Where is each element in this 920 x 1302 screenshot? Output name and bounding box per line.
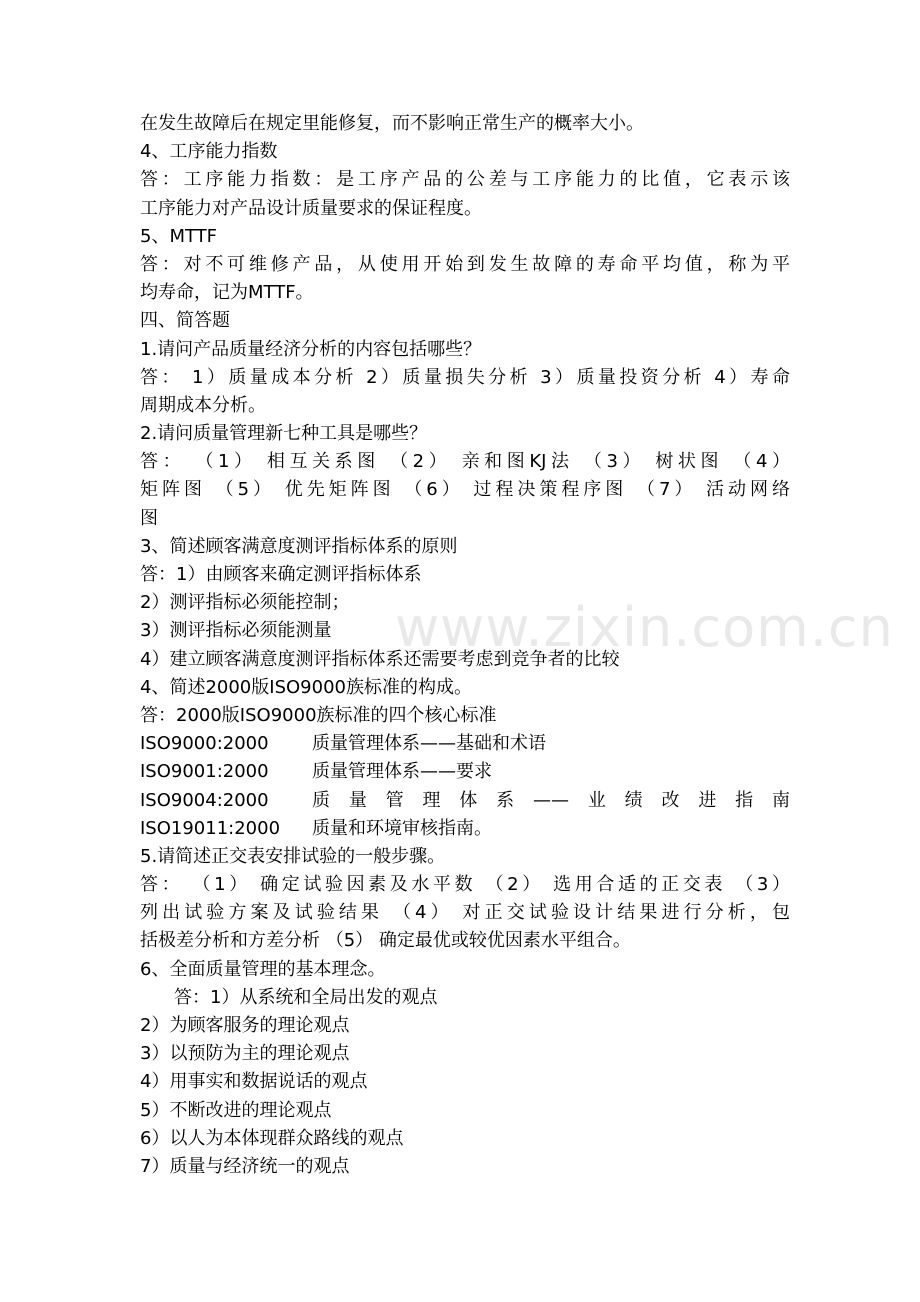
iso-row bbox=[140, 787, 790, 815]
question-heading: 1.请问产品质量经济分析的内容包括哪些？ bbox=[140, 338, 482, 360]
text-line: 答：对不可维修产品，从使用开始到发生故障的寿命平均值，称为平 bbox=[140, 253, 790, 275]
question-heading: 4、简述2000版ISO9000族标准的构成。 bbox=[140, 676, 472, 698]
question-heading: 5、MTTF bbox=[140, 225, 218, 247]
text-line: 3）测评指标必须能测量 bbox=[140, 620, 332, 642]
text-line: 7）质量与经济统一的观点 bbox=[140, 1155, 350, 1177]
text-line: 答：工序能力指数：是工序产品的公差与工序能力的比值，它表示该 bbox=[140, 169, 790, 191]
text-line: 矩阵图 （5） 优先矩阵图 （6） 过程决策程序图 （7） 活动网络 bbox=[140, 479, 790, 501]
text-line: 周期成本分析。 bbox=[140, 394, 266, 416]
text-line: 括极差分析和方差分析 （5） 确定最优或较优因素水平组合。 bbox=[140, 930, 631, 952]
text-line: 列出试验方案及试验结果 （4） 对正交试验设计结果进行分析，包 bbox=[140, 902, 790, 924]
text-line: 3）以预防为主的理论观点 bbox=[140, 1043, 350, 1065]
text-line: 4）建立顾客满意度测评指标体系还需要考虑到竞争者的比较 bbox=[140, 648, 620, 670]
text-line: 2）为顾客服务的理论观点 bbox=[140, 1015, 350, 1036]
text-line: 工序能力对产品设计质量要求的保证程度。 bbox=[140, 197, 482, 219]
text-line: 答： （1） 相互关系图 （2） 亲和图KJ法 （3） 树状图 （4） bbox=[140, 451, 790, 473]
text-line: 答： 1）质量成本分析 2）质量损失分析 3）质量投资分析 4）寿命 bbox=[140, 366, 790, 388]
question-heading: 6、全面质量管理的基本理念。 bbox=[140, 958, 386, 980]
text-line: 答：1）从系统和全局出发的观点 bbox=[174, 986, 438, 1008]
document-page bbox=[140, 110, 790, 1181]
iso-code: ISO19011:2000 bbox=[140, 817, 281, 839]
text-line: 答：2000版ISO9000族标准的四个核心标准 bbox=[140, 704, 497, 726]
watermark: www.zixin.com.cn bbox=[395, 596, 894, 659]
text-line: 图 bbox=[140, 507, 158, 529]
iso-row bbox=[140, 758, 790, 786]
section-heading: 四、简答题 bbox=[140, 310, 230, 332]
text-line: 答：1）由顾客来确定测评指标体系 bbox=[140, 564, 422, 585]
text-line: 2）测评指标必须能控制； bbox=[140, 592, 350, 614]
text-line: 答： （1） 确定试验因素及水平数 （2） 选用合适的正交表 （3） bbox=[140, 874, 790, 896]
iso-row bbox=[140, 815, 790, 843]
iso-code: ISO9000:2000 bbox=[140, 733, 269, 755]
text-line: 6）以人为本体现群众路线的观点 bbox=[140, 1127, 404, 1149]
text-line: 均寿命，记为MTTF。 bbox=[140, 282, 314, 304]
text-line: 5）不断改进的理论观点 bbox=[140, 1099, 332, 1121]
text-line: 4）用事实和数据说话的观点 bbox=[140, 1071, 368, 1093]
iso-code: ISO9004:2000 bbox=[140, 789, 269, 811]
iso-desc: 质量和环境审核指南。 bbox=[312, 817, 492, 839]
iso-code: ISO9001:2000 bbox=[140, 761, 269, 783]
question-heading: 3、简述顾客满意度测评指标体系的原则 bbox=[140, 535, 458, 557]
iso-desc: 质量管理体系——要求 bbox=[312, 761, 492, 783]
question-heading: 4、工序能力指数 bbox=[140, 141, 278, 163]
iso-desc: 质量管理体系——基础和术语 bbox=[312, 733, 546, 755]
iso-row bbox=[140, 730, 790, 758]
text-line: 在发生故障后在规定里能修复，而不影响正常生产的概率大小。 bbox=[140, 113, 644, 134]
iso-desc: 质量管理体系——业绩改进指南 bbox=[312, 789, 790, 811]
question-heading: 2.请问质量管理新七种工具是哪些？ bbox=[140, 423, 428, 445]
question-heading: 5.请简述正交表安排试验的一般步骤。 bbox=[140, 845, 446, 867]
